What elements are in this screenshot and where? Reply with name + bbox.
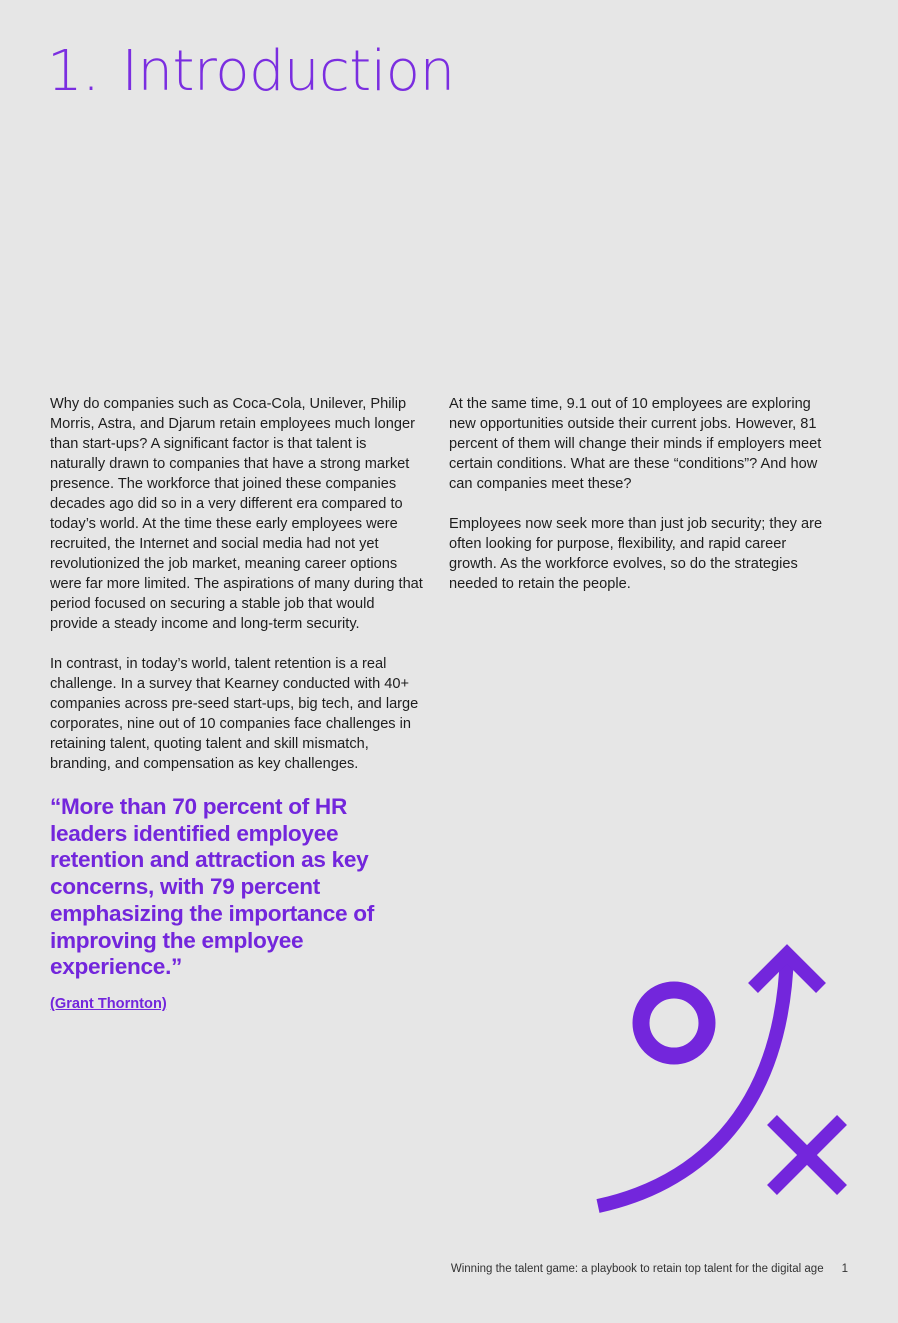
cross-icon [772,1120,842,1190]
body-paragraph: Employees now seek more than just job security; they are often looking for purpose, flexibility, and rapid career growth. As the workforce evolves, so do the strategies needed to retain the people. [449,516,823,592]
section-number: 1. [47,39,100,104]
strategy-graphic [590,940,860,1220]
quote-source-link[interactable]: (Grant Thornton) [50,995,167,1012]
left-column [50,394,425,1014]
page-number: 1 [841,1263,848,1275]
pull-quote: “More than 70 percent of HR leaders identified employee retention and attraction as key concerns, with 79 percent emphasizing the importance of improving the employee experience.” [50,794,374,980]
page-title [47,38,455,106]
page-footer [451,1261,848,1277]
body-paragraph: At the same time, 9.1 out of 10 employees are exploring new opportunities outside their current jobs. However, 81 percent of them will change their minds if employers meet certain conditions. What are these “conditions”? And how can companies meet these? [449,396,822,492]
body-paragraph: In contrast, in today’s world, talent retention is a real challenge. In a survey that Kearney conducted with 40+ companies across pre-seed start-ups, big tech, and large corporates, nine out of 10 companies face challenges in retaining talent, quoting talent and skill mismatch, branding, and compensation as key challenges. [50,656,419,772]
section-title: Introduction [121,39,455,104]
circle-icon [641,990,707,1056]
right-column [449,394,832,614]
footer-document-title: Winning the talent game: a playbook to retain top talent for the digital age [450,1263,824,1275]
body-paragraph: Why do companies such as Coca-Cola, Unilever, Philip Morris, Astra, and Djarum retain employees much longer than start-ups? A significant factor is that talent is naturally drawn to companies that have a strong market presence. The workforce that joined these companies decades ago did so in a very different era compared to today’s world. At the time these early employees were recruited, the Internet and social media had not yet revolutionized the job market, meaning career options were far more limited. The aspirations of many during that period focused on securing a stable job that would provide a steady income and long-term security. [50,396,423,632]
